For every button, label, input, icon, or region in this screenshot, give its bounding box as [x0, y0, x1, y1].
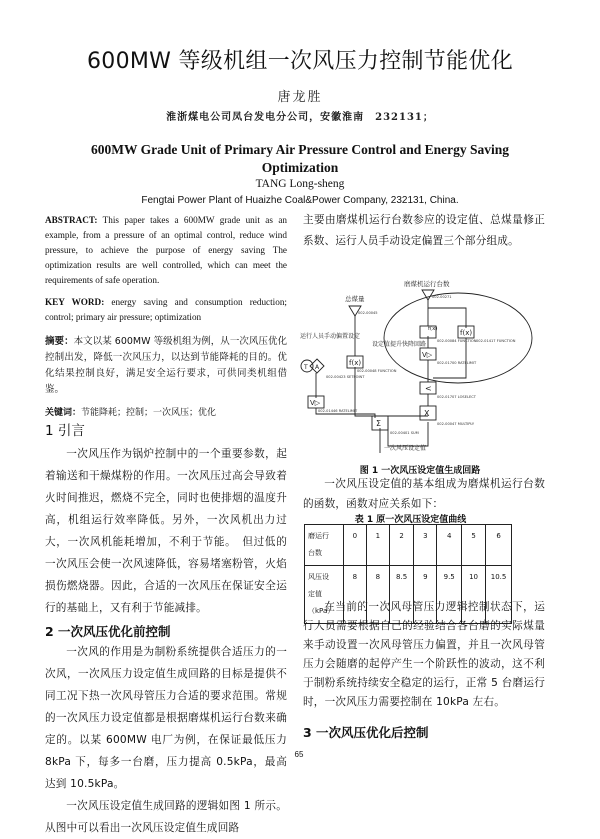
- table-cell: 9: [414, 566, 437, 624]
- right-column-top: [303, 210, 545, 252]
- table-cell: 5: [462, 525, 486, 566]
- table-cell: 8: [366, 566, 389, 624]
- table-cell: 4: [437, 525, 462, 566]
- f-block-1-label: f(x): [349, 359, 362, 367]
- tag-rate2: 002-01446 RATELIMIT: [318, 409, 358, 413]
- section-1-paragraph: 一次风压作为锅炉控制中的一个重要参数，起着输送和干燥煤粉的作用。一次风压过高会导致着火时间推迟，燃烧不完全，同时也使排烟的温度升高，机组运行效率降低。另外，一次风机出力过大，一次风机能耗增加，不利于节能。 但过低的一次风压会使一次风速降低，容易堵塞粉管，火焰损伤燃烧器。因此，合适的一次风压在保证安全运行的基础上，又有利于节能减排。: [45, 448, 287, 614]
- operator-bias-label: 运行人员手动偏置设定: [300, 333, 361, 340]
- tag-mult: 002-00047 MULTIPLY: [437, 422, 475, 426]
- section-2-paragraph-1: 一次风的作用是为制粉系统提供合适压力的一次风，一次风压力设定值生成回路的目标是提供不同工况下热一次风母管压力合适的要求范围。常规的一次风压力设定值都是根据磨煤机运行台数来确定的。以某 600MW 电厂为例，在保证最低压力 8kPa 下，每多一台磨，压力提高 0.5kPa，最高达到 10.5kPa。: [45, 646, 287, 790]
- author-en: TANG Long-sheng: [255, 178, 345, 190]
- keywords-en: [45, 295, 287, 325]
- keywords-cn: [45, 405, 287, 421]
- tag-lowsel: 002-01707 LOSELECT: [437, 395, 476, 399]
- low-select-label: <: [425, 384, 432, 393]
- row-label-mills: [305, 525, 344, 566]
- table-cell: 8: [343, 566, 366, 624]
- rate-limit-2-label: V▷: [310, 399, 321, 407]
- row-label-mills-line-1: 磨运行: [308, 532, 329, 540]
- affiliation-en: Fengtai Power Plant of Huaizhe Coal&Power Company, 232131, China.: [141, 195, 459, 206]
- bias-loop-label: 设定值提升快降回路: [372, 341, 427, 348]
- table-cell: 8.5: [389, 566, 414, 624]
- keywords-en-text: energy saving and consumption reduction; control; primary air pressure; optimization: [45, 297, 287, 322]
- keywords-cn-label: 关键词：: [45, 408, 82, 418]
- abstract-cn-text: 本文以某 600MW 等级机组为例，从一次风压优化控制出发，降低一次风压力，以达到节能降耗的目的。优化结果控制良好，满足安全运行要求，可供同类机组借鉴。: [45, 336, 287, 395]
- table-row-mills: [305, 525, 512, 566]
- author-cn: 唐龙胜: [277, 90, 323, 105]
- tag-rate: 002-01700 RATELIMIT: [437, 361, 477, 365]
- abstract-cn: [45, 334, 287, 398]
- row-label-pressure-line-3: （kPa）: [308, 607, 335, 615]
- section-3-heading: 3 一次风压优化后控制: [303, 725, 429, 740]
- table-cell: 6: [486, 525, 512, 566]
- abstract-en: [45, 213, 287, 288]
- table-1-caption: 表 1 原一次风压设定值曲线: [354, 515, 467, 525]
- row-label-pressure-line-1: 风压设: [308, 573, 329, 581]
- tag-total: 002-00045: [358, 311, 378, 315]
- table-cell: 2: [389, 525, 414, 566]
- table-cell: 1: [366, 525, 389, 566]
- abstract-cn-label: 摘要：: [45, 336, 74, 347]
- row-label-pressure-line-2: 定值: [308, 590, 322, 598]
- row-label-mills-line-2: 台数: [308, 549, 322, 557]
- table-cell: 10: [462, 566, 486, 624]
- left-column: [45, 213, 287, 839]
- para-right: 在当前的一次风母管压力逻辑控制状态下，运行人员需要根据自己的经验结合各台磨的实际煤量来手动设置一次风母管压力偏置，并且一次风母管压力会随磨的起停产生一个阶跃性的波动，这不利于制粉系统持续安全稳定的运行，正常 5 台磨运行时，一次风压力需要控制在 10kPa 左右。: [303, 601, 545, 708]
- table-cell: 9.5: [437, 566, 462, 624]
- f-block-2-label: f(x): [428, 326, 438, 332]
- tag-f3: 002-01417 FUNCTION: [476, 339, 516, 343]
- a-block-label: A: [315, 364, 320, 371]
- t-block-label: T: [304, 364, 308, 371]
- mill-count-label: 磨煤机运行台数: [404, 280, 450, 288]
- table-cell: 0: [343, 525, 366, 566]
- abstract-en-label: ABSTRACT:: [45, 215, 98, 225]
- tag-setpoint: 002-00423 SETPOINT: [326, 375, 365, 379]
- paper-title-en: 600MW Grade Unit of Primary Air Pressure Control and Energy Saving Optimization: [91, 142, 509, 175]
- section-2-paragraph-2-cont: 主要由磨煤机运行台数参应的设定值、总煤量修正系数、运行人员手动设定偏置三个部分组成。: [303, 214, 545, 247]
- multiply-label: X: [424, 409, 430, 418]
- tag-f2: 002-00084 FUNCTION: [437, 339, 477, 343]
- rate-limit-1-label: V▷: [422, 351, 433, 359]
- keywords-cn-text: 节能降耗；控制；一次风压；优化: [81, 408, 217, 418]
- table-cell: 3: [414, 525, 437, 566]
- tag-sum: 002-00401 SUM: [390, 431, 419, 435]
- table-cell: 10.5: [486, 566, 512, 624]
- section-2-heading: 2 一次风压优化前控制: [45, 624, 171, 639]
- section-1-heading: 1 引言: [45, 423, 85, 439]
- keywords-en-label: KEY WORD:: [45, 297, 105, 307]
- sum-label: Σ: [376, 419, 382, 428]
- page-number: 65: [294, 750, 304, 759]
- para-after-figure: 一次风压设定值的基本组成为磨煤机运行台数的函数，函数对应关系如下：: [303, 478, 545, 510]
- abstract-en-text: This paper takes a 600MW grade unit as an example, from a pressure of an optimal control, reduce wind pressure, to achieve the purpose of energy saving The optimization results are well controlled, which can meet the requirements of safe operation.: [45, 215, 287, 285]
- f-block-3-label: f(x): [460, 329, 473, 337]
- figure-1-diagram: [300, 268, 600, 458]
- output-label: 一次风压设定值: [384, 445, 427, 452]
- tag-mill: 002-00271: [432, 295, 452, 299]
- section-2-paragraph-2: 一次风压设定值生成回路的逻辑如图 1 所示。从图中可以看出一次风压设定值生成回路: [45, 800, 287, 834]
- tag-f1: 002-00048 FUNCTION: [357, 369, 397, 373]
- paper-title-cn: 600MW 等级机组一次风压力控制节能优化: [86, 49, 514, 74]
- total-coal-label: 总煤量: [345, 295, 365, 303]
- affiliation-cn: 淮浙煤电公司凤台发电分公司，安徽淮南 232131；: [166, 112, 434, 123]
- figure-1-caption: 图 1 一次风压设定值生成回路: [359, 466, 481, 476]
